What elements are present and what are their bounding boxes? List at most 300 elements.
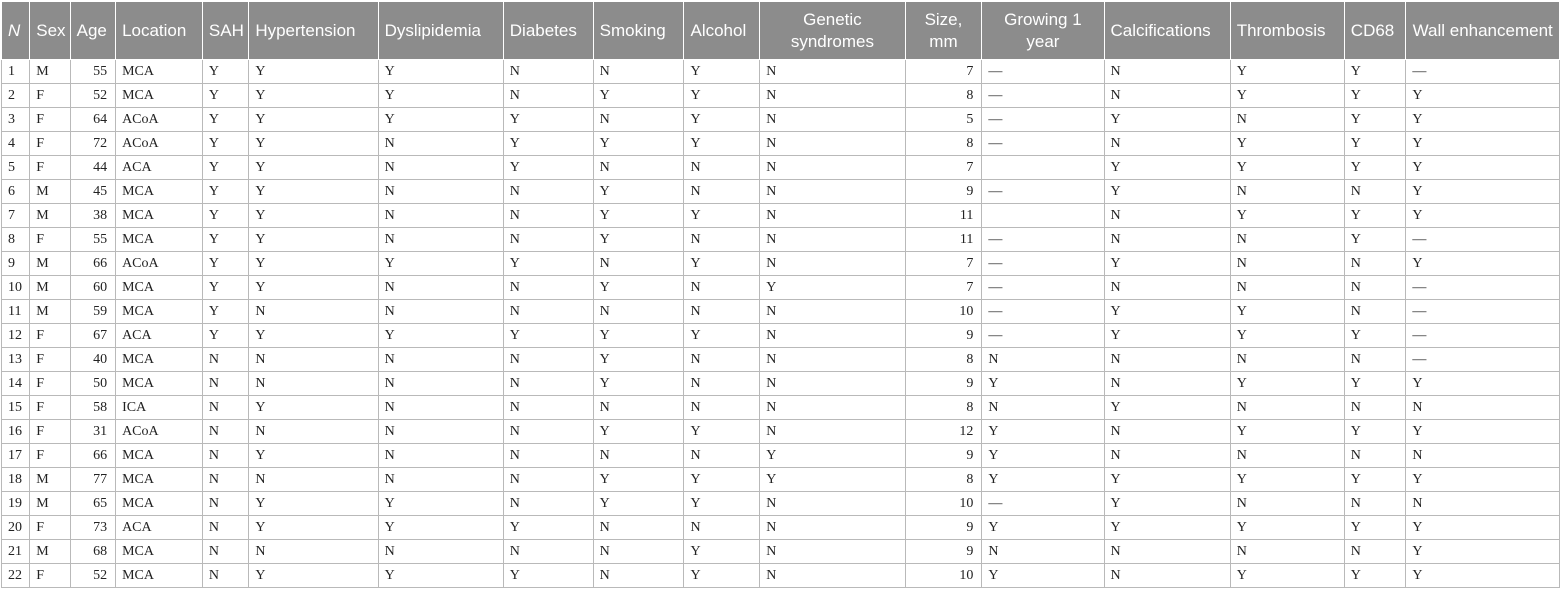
table-cell: N (684, 228, 760, 252)
table-cell: Y (249, 228, 378, 252)
header-cell: Location (116, 2, 203, 60)
table-cell: N (202, 420, 248, 444)
table-cell: N (503, 276, 593, 300)
table-cell: Y (593, 492, 684, 516)
table-cell: 6 (2, 180, 30, 204)
table-cell: N (684, 372, 760, 396)
table-cell: M (30, 300, 70, 324)
header-cell: N (2, 2, 30, 60)
table-cell: Y (1230, 300, 1344, 324)
header-cell: Hypertension (249, 2, 378, 60)
table-cell: — (1406, 228, 1560, 252)
table-cell: M (30, 468, 70, 492)
table-row (2, 540, 1560, 564)
table-cell: N (249, 540, 378, 564)
table-cell: N (982, 396, 1104, 420)
table-cell: N (378, 132, 503, 156)
table-cell: — (982, 108, 1104, 132)
table-cell: N (1230, 492, 1344, 516)
table-cell: Y (1406, 204, 1560, 228)
table-cell: MCA (116, 348, 203, 372)
table-cell: ACoA (116, 252, 203, 276)
table-cell: Y (1230, 156, 1344, 180)
table-cell: M (30, 492, 70, 516)
table-cell: N (202, 444, 248, 468)
table-cell: N (503, 372, 593, 396)
table-cell: Y (684, 252, 760, 276)
table-cell: N (503, 228, 593, 252)
table-cell: Y (249, 324, 378, 348)
table-cell: 1 (2, 60, 30, 84)
table-cell: N (684, 516, 760, 540)
table-cell: Y (1406, 84, 1560, 108)
table-cell: MCA (116, 540, 203, 564)
table-cell: N (760, 348, 905, 372)
table-cell: MCA (116, 60, 203, 84)
table-cell: N (760, 252, 905, 276)
table-cell (982, 204, 1104, 228)
table-cell: 55 (70, 228, 115, 252)
table-cell: 8 (2, 228, 30, 252)
table-cell: N (684, 156, 760, 180)
table-cell: Y (1406, 420, 1560, 444)
table-cell: N (1230, 108, 1344, 132)
header-cell: Age (70, 2, 115, 60)
header-cell: Dyslipidemia (378, 2, 503, 60)
table-cell: Y (202, 300, 248, 324)
table-cell: Y (684, 204, 760, 228)
table-cell: N (1104, 444, 1230, 468)
table-cell: 65 (70, 492, 115, 516)
table-cell: N (1230, 348, 1344, 372)
table-cell: Y (593, 324, 684, 348)
header-cell: Growing 1 year (982, 2, 1104, 60)
table-cell: Y (202, 324, 248, 348)
table-cell: Y (1230, 84, 1344, 108)
table-cell: N (1344, 276, 1406, 300)
header-cell: Diabetes (503, 2, 593, 60)
table-cell: 10 (905, 300, 982, 324)
table-cell: N (202, 372, 248, 396)
table-cell: N (1406, 492, 1560, 516)
table-cell: N (1406, 444, 1560, 468)
table-cell: N (1104, 60, 1230, 84)
table-cell: Y (982, 564, 1104, 588)
table-cell: N (760, 516, 905, 540)
header-cell: Genetic syndromes (760, 2, 905, 60)
table-cell: N (503, 396, 593, 420)
table-cell: 9 (905, 372, 982, 396)
table-cell: Y (503, 564, 593, 588)
table-cell: 50 (70, 372, 115, 396)
table-cell: Y (378, 324, 503, 348)
table-cell: N (503, 492, 593, 516)
table-cell: Y (503, 324, 593, 348)
table-cell: N (760, 156, 905, 180)
table-cell: N (1104, 564, 1230, 588)
table-cell: 9 (905, 180, 982, 204)
table-cell: Y (1344, 204, 1406, 228)
table-cell: — (982, 492, 1104, 516)
table-cell: 15 (2, 396, 30, 420)
table-cell: N (1230, 540, 1344, 564)
table-cell: N (503, 444, 593, 468)
table-cell: Y (503, 516, 593, 540)
table-cell: 8 (905, 396, 982, 420)
table-cell: Y (760, 276, 905, 300)
table-cell: Y (202, 204, 248, 228)
header-cell: SAH (202, 2, 248, 60)
table-cell: N (1104, 228, 1230, 252)
table-cell: 10 (2, 276, 30, 300)
table-cell: — (1406, 324, 1560, 348)
table-cell: 13 (2, 348, 30, 372)
table-cell: N (378, 348, 503, 372)
table-cell: Y (249, 396, 378, 420)
table-cell: Y (1230, 516, 1344, 540)
table-cell: N (1230, 228, 1344, 252)
table-cell: Y (1230, 132, 1344, 156)
table-cell: 73 (70, 516, 115, 540)
table-cell: N (760, 204, 905, 228)
table-cell: Y (1104, 252, 1230, 276)
table-cell: ACoA (116, 420, 203, 444)
table-cell: Y (593, 348, 684, 372)
table-cell: Y (593, 420, 684, 444)
table-cell: N (593, 156, 684, 180)
header-cell: Calcifications (1104, 2, 1230, 60)
table-cell: N (593, 444, 684, 468)
table-cell: F (30, 396, 70, 420)
table-cell: N (1104, 372, 1230, 396)
table-cell: N (760, 228, 905, 252)
table-cell: N (378, 276, 503, 300)
table-cell: N (593, 540, 684, 564)
table-cell: 14 (2, 372, 30, 396)
table-cell: — (982, 180, 1104, 204)
header-cell: Wall enhancement (1406, 2, 1560, 60)
table-body (2, 60, 1560, 588)
table-cell: F (30, 372, 70, 396)
table-cell: — (982, 300, 1104, 324)
table-row (2, 492, 1560, 516)
table-cell: N (1104, 204, 1230, 228)
table-cell: N (249, 372, 378, 396)
table-cell: F (30, 132, 70, 156)
table-cell: Y (249, 492, 378, 516)
table-cell: N (760, 540, 905, 564)
table-cell: Y (1104, 492, 1230, 516)
table-cell (982, 156, 1104, 180)
table-cell: ICA (116, 396, 203, 420)
table-cell: 59 (70, 300, 115, 324)
table-cell: — (982, 276, 1104, 300)
table-cell: MCA (116, 204, 203, 228)
table-cell: N (249, 348, 378, 372)
table-cell: 16 (2, 420, 30, 444)
table-cell: F (30, 516, 70, 540)
table-cell: 10 (905, 492, 982, 516)
table-cell: N (982, 540, 1104, 564)
table-cell: Y (378, 84, 503, 108)
table-cell: 9 (2, 252, 30, 276)
table-cell: Y (760, 444, 905, 468)
table-cell: Y (1344, 156, 1406, 180)
table-cell: Y (202, 180, 248, 204)
table-cell: — (1406, 348, 1560, 372)
table-cell: Y (1344, 564, 1406, 588)
table-cell: Y (1230, 204, 1344, 228)
table-cell: N (1104, 420, 1230, 444)
table-cell: N (1230, 444, 1344, 468)
table-row (2, 300, 1560, 324)
table-cell: Y (378, 516, 503, 540)
table-cell: N (760, 132, 905, 156)
table-cell: 66 (70, 444, 115, 468)
table-cell: N (1104, 540, 1230, 564)
table-cell: — (1406, 276, 1560, 300)
table-cell: Y (1104, 468, 1230, 492)
table-cell: 77 (70, 468, 115, 492)
table-cell: N (503, 348, 593, 372)
table-cell: ACA (116, 156, 203, 180)
table-cell: N (760, 300, 905, 324)
table-cell: N (760, 324, 905, 348)
table-row (2, 228, 1560, 252)
table-cell: Y (982, 516, 1104, 540)
table-cell: N (503, 420, 593, 444)
table-cell: 2 (2, 84, 30, 108)
table-cell: 45 (70, 180, 115, 204)
table-cell: N (760, 60, 905, 84)
table-cell: F (30, 420, 70, 444)
table-cell: N (1104, 132, 1230, 156)
table-cell: N (378, 228, 503, 252)
table-cell: Y (760, 468, 905, 492)
header-cell: Smoking (593, 2, 684, 60)
table-cell: N (684, 396, 760, 420)
table-cell: N (249, 468, 378, 492)
table-cell: N (593, 396, 684, 420)
table-cell: N (760, 84, 905, 108)
table-cell: N (378, 180, 503, 204)
table-cell: N (1344, 540, 1406, 564)
table-cell: M (30, 276, 70, 300)
table-cell: Y (503, 132, 593, 156)
table-cell: MCA (116, 564, 203, 588)
table-cell: Y (1104, 396, 1230, 420)
table-cell: Y (684, 564, 760, 588)
table-cell: N (1344, 492, 1406, 516)
table-cell: Y (593, 372, 684, 396)
table-cell: N (760, 396, 905, 420)
table-cell: — (982, 228, 1104, 252)
table-cell: N (684, 348, 760, 372)
table-cell: 11 (905, 228, 982, 252)
table-cell: Y (1230, 372, 1344, 396)
table-cell: Y (249, 444, 378, 468)
table-cell: Y (684, 84, 760, 108)
table-cell: 7 (905, 276, 982, 300)
table-cell: Y (378, 492, 503, 516)
table-cell: N (1104, 84, 1230, 108)
table-cell: N (1344, 348, 1406, 372)
table-cell: Y (249, 60, 378, 84)
table-cell: Y (1344, 372, 1406, 396)
table-cell: Y (1104, 180, 1230, 204)
table-cell: Y (202, 276, 248, 300)
table-cell: Y (249, 204, 378, 228)
table-cell: N (202, 396, 248, 420)
table-cell: 55 (70, 60, 115, 84)
table-cell: 11 (905, 204, 982, 228)
table-row (2, 444, 1560, 468)
table-cell: Y (1344, 516, 1406, 540)
table-cell: — (982, 84, 1104, 108)
table-cell: F (30, 348, 70, 372)
table-cell: Y (593, 276, 684, 300)
table-cell: N (378, 540, 503, 564)
table-row (2, 276, 1560, 300)
table-cell: Y (684, 132, 760, 156)
table-cell: N (1104, 348, 1230, 372)
table-cell: Y (593, 132, 684, 156)
table-cell: 8 (905, 84, 982, 108)
table-row (2, 348, 1560, 372)
table-cell: N (249, 300, 378, 324)
table-cell: Y (1230, 324, 1344, 348)
table-cell: N (684, 180, 760, 204)
table-cell: 9 (905, 540, 982, 564)
table-cell: Y (1230, 564, 1344, 588)
header-cell: Sex (30, 2, 70, 60)
table-cell: 7 (905, 252, 982, 276)
table-cell: MCA (116, 228, 203, 252)
table-cell: Y (1406, 252, 1560, 276)
table-cell: M (30, 252, 70, 276)
table-cell: N (1344, 396, 1406, 420)
table-cell: Y (202, 252, 248, 276)
table-cell: Y (503, 156, 593, 180)
table-cell: Y (202, 228, 248, 252)
table-cell: Y (1230, 60, 1344, 84)
table-cell: 9 (905, 324, 982, 348)
table-cell: 38 (70, 204, 115, 228)
table-cell: N (684, 444, 760, 468)
table-cell: 64 (70, 108, 115, 132)
table-cell: Y (593, 228, 684, 252)
table-cell: 8 (905, 468, 982, 492)
table-cell: Y (378, 564, 503, 588)
table-cell: Y (503, 252, 593, 276)
table-row (2, 108, 1560, 132)
table-cell: 52 (70, 84, 115, 108)
table-cell: MCA (116, 276, 203, 300)
table-cell: Y (982, 468, 1104, 492)
table-cell: Y (1406, 132, 1560, 156)
table-cell: 68 (70, 540, 115, 564)
header-row (2, 2, 1560, 60)
table-cell: N (1344, 444, 1406, 468)
table-cell: MCA (116, 180, 203, 204)
table-cell: Y (202, 84, 248, 108)
table-cell: N (684, 276, 760, 300)
table-cell: N (593, 516, 684, 540)
table-cell: F (30, 108, 70, 132)
table-cell: Y (1406, 180, 1560, 204)
table-cell: N (593, 300, 684, 324)
table-cell: 58 (70, 396, 115, 420)
table-cell: N (202, 468, 248, 492)
table-cell: Y (684, 468, 760, 492)
table-cell: Y (982, 420, 1104, 444)
table-row (2, 132, 1560, 156)
table-cell: Y (1406, 564, 1560, 588)
table-cell: F (30, 156, 70, 180)
table-cell: F (30, 564, 70, 588)
table-cell: 31 (70, 420, 115, 444)
table-cell: N (378, 468, 503, 492)
table-header (2, 2, 1560, 60)
table-cell: N (378, 396, 503, 420)
table-row (2, 84, 1560, 108)
table-row (2, 156, 1560, 180)
table-cell: Y (1344, 84, 1406, 108)
table-cell: 72 (70, 132, 115, 156)
table-cell: N (202, 516, 248, 540)
table-cell: Y (249, 516, 378, 540)
table-cell: N (760, 180, 905, 204)
table-cell: N (503, 60, 593, 84)
table-cell: N (593, 60, 684, 84)
table-cell: 10 (905, 564, 982, 588)
table-cell: 12 (2, 324, 30, 348)
table-cell: F (30, 324, 70, 348)
table-cell: MCA (116, 300, 203, 324)
table-cell: 4 (2, 132, 30, 156)
table-cell: MCA (116, 372, 203, 396)
table-cell: — (982, 252, 1104, 276)
table-cell: Y (1230, 420, 1344, 444)
table-cell: MCA (116, 84, 203, 108)
table-cell: Y (249, 564, 378, 588)
table-cell: N (249, 420, 378, 444)
table-cell: Y (378, 60, 503, 84)
table-cell: Y (684, 324, 760, 348)
table-cell: Y (684, 420, 760, 444)
table-cell: N (593, 108, 684, 132)
table-cell: Y (202, 108, 248, 132)
table-cell: M (30, 204, 70, 228)
table-cell: 22 (2, 564, 30, 588)
table-cell: Y (1344, 324, 1406, 348)
table-cell: Y (1406, 468, 1560, 492)
table-cell: N (202, 348, 248, 372)
table-cell: Y (684, 108, 760, 132)
table-cell: 5 (905, 108, 982, 132)
table-cell: N (1230, 252, 1344, 276)
table-cell: Y (249, 276, 378, 300)
table-cell: 8 (905, 348, 982, 372)
table-cell: N (503, 300, 593, 324)
table-cell: Y (982, 444, 1104, 468)
header-cell: Alcohol (684, 2, 760, 60)
table-row (2, 372, 1560, 396)
table-cell: N (593, 252, 684, 276)
table-cell: F (30, 84, 70, 108)
table-cell: — (982, 324, 1104, 348)
table-cell: Y (593, 468, 684, 492)
